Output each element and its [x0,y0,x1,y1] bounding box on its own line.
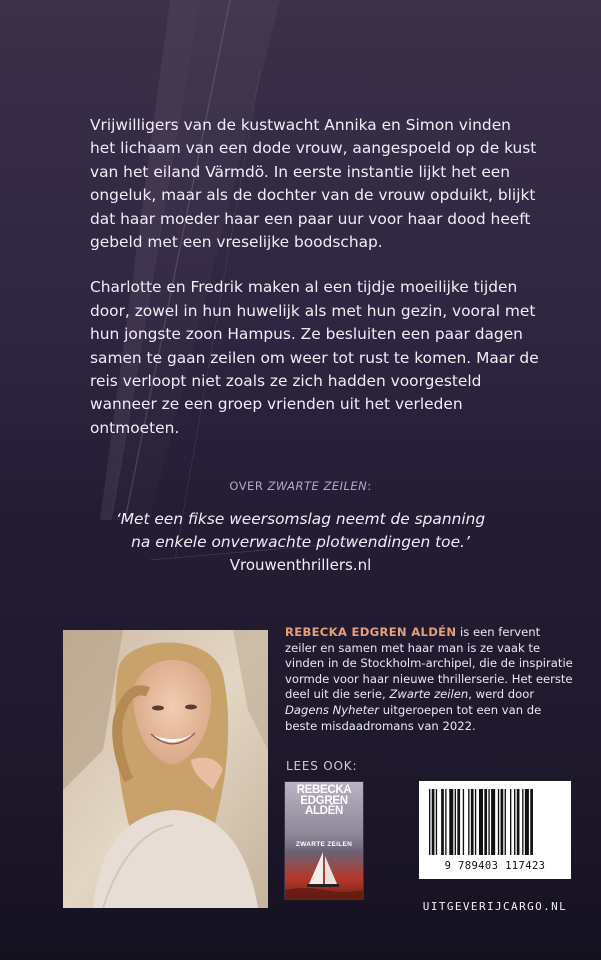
barcode-icon [419,781,571,859]
bio-newspaper: Dagens Nyheter [285,702,380,717]
publisher-url: UITGEVERIJCARGO.NL [422,900,568,913]
author-photo [63,630,268,908]
review-heading [0,479,601,493]
author-name: REBECKA EDGREN ALDÉN [285,625,457,639]
back-cover-blurb [90,114,540,462]
mini-book-author-line-3: ALDÉN [304,805,344,817]
bio-text-2: , werd door [468,687,535,702]
mini-book-sailboat-icon [285,850,363,899]
also-read-book-cover [284,781,364,900]
mini-book-author-line-1: REBECKA [296,784,352,796]
bio-text-1: is een fervent zeiler en samen met haar man is ze vaak te vinden in de Stockholm-archipel, die de inspiratie vormde voor haar nieuwe thrillerserie. Het eerste deel uit die serie, [285,625,573,702]
mini-book-title: ZWARTE ZEILEN [295,841,353,848]
review-quote-line-2: na enkele onverwachte plotwendingen toe.’ [131,533,470,551]
isbn-number: 9 789403 117423 [444,860,546,872]
author-bio [285,625,575,734]
review-heading-title: ZWARTE ZEILEN [267,479,368,493]
review-quote [60,508,541,554]
review-source: Vrouwenthrillers.nl [229,556,372,574]
review-quote-line-1: ‘Met een fikse weersomslag neemt de spanning [115,510,486,528]
review-heading-suffix: : [367,479,372,493]
blurb-paragraph-2: Charlotte en Fredrik maken al een tijdje moeilijke tijden door, zowel in hun huwelijk als met hun gezin, vooral met hun jongste zoon Hampus. Ze besluiten een paar dagen samen te gaan zeilen om weer tot rust te komen. Maar de reis verloopt niet zoals ze zich hadden voorgesteld wanneer ze een groep vrienden uit het verleden ontmoeten. [90,278,539,437]
mini-book-author-line-2: EDGREN [300,794,348,807]
bio-text-3: uitgeroepen tot een van de beste misdaadromans van 2022. [285,702,542,733]
review-heading-prefix: OVER [229,479,268,493]
bio-series-title: Zwarte zeilen [389,687,469,702]
also-read-label: LEES OOK: [286,759,358,773]
isbn-barcode [419,781,571,879]
mini-book-author [288,785,360,817]
blurb-paragraph-1: Vrijwilligers van de kustwacht Annika en Simon vinden het lichaam van een dode vrouw, aangespoeld op de kust van het eiland Värmdö. In eerste instantie lijkt het een ongeluk, maar als de dochter van de vrouw opduikt, blijkt dat haar moeder haar een paar uur voor haar dood heeft gebeld met een vreselijke boodschap. [90,116,537,252]
